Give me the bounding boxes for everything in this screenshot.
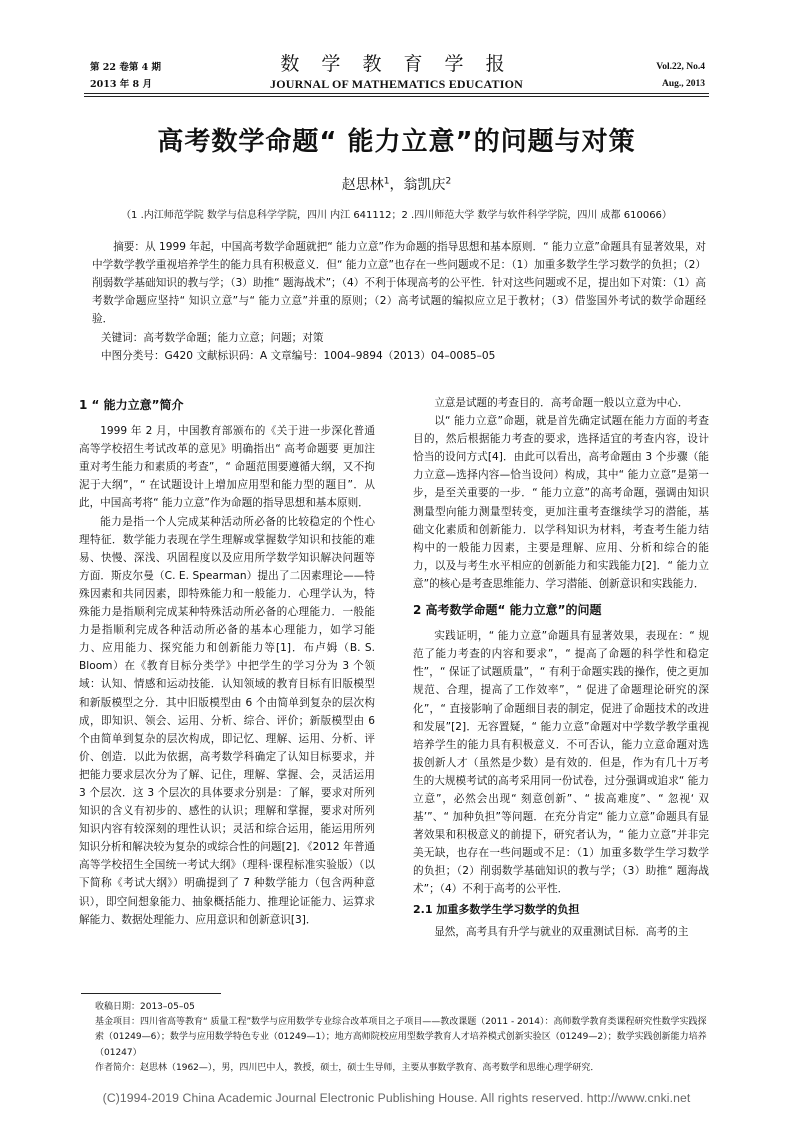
keywords: 关键词：高考数学命题；能力立意；问题；对策 [101, 332, 324, 344]
author-list [0, 174, 793, 194]
abstract-block [92, 238, 706, 328]
author-affil-mark: 2 [445, 176, 452, 187]
affiliation: （1 .内江师范学院 数学与信息科学学院，四川 内江 641112；2 .四川师范大学 数学与软件科学学院，四川 成都 610066） [121, 210, 672, 221]
footnote-funding: 基金项目：四川省高等教育“ 质量工程”数学与应用数学专业综合改革项目之子项目——教改课题（2011 - 2014）：高师数学教育类课程研究性数学实践探索（01249—6）；数学与应用数学特色专业（01249—1）；地方高师院校应用型数学教育人才培养模式创新实验区（01249—2）；数学实践创新能力培养（01247） [95, 1017, 707, 1058]
header-volume-cn: 第 22 卷第 4 期 [90, 62, 162, 73]
abstract-text: 摘要：从 1999 年起，中国高考数学命题就把“ 能力立意”作为命题的指导思想和基本原则．“ 能力立意”命题具有显著效果，对中学数学教学重视培养学生的能力具有积极意义．但“ 能力立意”也存在一些问题或不足：（1）加重多数学生学习数学的负担；（2）削弱数学基础知识的教与学；（3）助推“ 题海战术”；（4）不利于体现高考的公平性．针对这些问题或不足，提出如下对策：（1）高考数学命题应坚持“ 知识立意”与“ 能力立意”并重的原则；（2）高考试题的编拟应立足于教材；（3）借鉴国外考试的数学命题经验． [92, 241, 706, 325]
author-separator: ， [389, 177, 404, 193]
header-rule-top [84, 93, 709, 94]
author-affil-mark: 1 [383, 176, 390, 187]
section-heading: 1 “ 能力立意”简介 [79, 398, 184, 412]
header-right [656, 59, 705, 93]
paragraph: 显然，高考具有升学与就业的双重测试目标．高考的主 [434, 925, 689, 938]
footnote-rule [81, 993, 221, 994]
article-title: 高考数学命题“ 能力立意”的问题与对策 [157, 127, 636, 157]
paragraph: 1999 年 2 月，中国教育部颁布的《关于进一步深化普通高等学校招生考试改革的意见》明确指出“ 高考命题要 更加注重对考生能力和素质的考查”，“ 命题范围要遵循大纲，又不拘泥于大纲”，“ 在试题设计上增加应用型和能力型的题目”．从此，中国高考将“ 能力立意”作为命题的指导思想和基本原则． [79, 425, 375, 510]
journal-name-cn: 数 学 教 育 学 报 [280, 53, 513, 75]
paragraph: 实践证明，“ 能力立意”命题具有显著效果，表现在：“ 规范了能力考查的内容和要求”，“ 提高了命题的科学性和稳定性”，“ 保证了试题质量”，“ 有利于命题实践的操作，使之更加规范、合理，提高了工作效率”，“ 促进了命题理论研究的深化”，“ 直接影响了命题细目表的制定，促进了命题技术的改进和发展”[2]．无容置疑，“ 能力立意”命题对中学数学教学重视培养学生的能力具有积极意义．不可否认，能力立意命题对选拔创新人才（虽然是少数）是有效的．但是，作为有几十万考生的大规模考试的高考采用同一份试卷，过分强调或追求“ 能力立意”，必然会出现“ 刻意创新”、“ 拔高难度”、“ 忽视‘ 双基’”、“ 加种负担”等问题．在充分肯定“ 能力立意”命题具有显著效果和积极意义的前提下，研究者认为，“ 能力立意”并非完美无缺，也存在一些问题或不足：（1）加重多数学生学习数学的负担；（2）削弱数学基础知识的教与学；（3）助推“ 题海战术”；（4）不利于高考的公平性． [413, 630, 709, 896]
classification-line: 中图分类号：G420 文献标识码：A 文章编号：1004–9894（2013）04–0085–05 [101, 350, 496, 362]
subsection-heading: 2.1 加重多数学生学习数学的负担 [413, 902, 580, 916]
header-rule-bottom [84, 96, 709, 97]
left-column [79, 394, 375, 929]
header-volume-en: Vol.22, No.4 [656, 62, 705, 72]
paragraph: 能力是指一个人完成某种活动所必备的比较稳定的个性心理特征．数学能力表现在学生理解或掌握数学知识和技能的难易、快慢、深浅、巩固程度以及应用所学数学知识解决问题等方面．斯皮尔曼（C. E. Spearman）提出了二因素理论——特殊因素和共同因素，即特殊能力和一般能力．心理学认为，特殊能力是指顺利完成某种特殊活动所必备的心理能力．一般能力是指顺利完成各种活动所必备的基本心理能力，如学习能力、应用能力、探究能力和创新能力等[1]．布卢姆（B. S. Bloom）在《教育目标分类学》中把学生的学习分为 3 个领域：认知、情感和运动技能．认知领域的教育目标有旧版模型和新版模型之分．其中旧版模型由 6 个由简单到复杂的层次构成，即知识、领会、运用、分析、综合、评价；新版模型由 6 个由简单到复杂的层次构成，即记忆、理解、运用、分析、评价、创造．以此为依据，高考数学科确定了认知目标要求，并把能力要求层次分为了解、记住，理解、掌握、会，灵活运用 3 个层次．这 3 个层次的具体要求分别是：了解，要求对所列知识的含义有初步的、感性的认识；理解和掌握，要求对所列知识内容有较深刻的理性认识；灵活和综合运用，能运用所列知识分析和解决较为复杂的或综合性的问题[2]．《2012 年普通高等学校招生全国统一考试大纲》（理科·课程标准实验版）（以下简称《考试大纲》）明确提到了 7 种数学能力（包含两种意识），即空间想象能力、抽象概括能力、推理论证能力、运算求解能力、数据处理能力、应用意识和创新意识[3]． [79, 515, 375, 926]
footnote-author-bio: 作者简介：赵思林（1962—），男，四川巴中人，教授，硕士，硕士生导师，主要从事数学教育、高考数学和思维心理学研究． [95, 1062, 600, 1073]
author-name: 翁凯庆 [403, 177, 446, 193]
paragraph: 以“ 能力立意”命题，就是首先确定试题在能力方面的考查目的，然后根据能力考查的要求，选择适宜的考查内容，设计恰当的设问方式[4]．由此可以看出，高考命题由 3 个步骤（能力立意—选择内容—恰当设问）构成，其中“ 能力立意”是第一步，是至关重要的一步．“ 能力立意”的高考命题，强调由知识测量型向能力测量型转变，更加注重考查继续学习的潜能，基础文化素质和创新能力．以学科知识为材料，考查考生能力结构中的一般能力因素，主要是理解、应用、分析和综合的能力，以及与考生水平相应的创新能力和实践能力[2]．“ 能力立意”的核心是考查思维能力、学习潜能、创新意识和实践能力． [413, 415, 709, 590]
header-date-en: Aug., 2013 [661, 79, 705, 89]
section-heading: 2 高考数学命题“ 能力立意”的问题 [413, 603, 602, 618]
author-name: 赵思林 [341, 177, 384, 193]
footnotes [95, 1000, 707, 1076]
paragraph: 立意是试题的考查目的．高考命题一般以立意为中心． [434, 397, 689, 409]
right-column [413, 394, 709, 941]
journal-name-en: JOURNAL OF MATHEMATICS EDUCATION [270, 77, 523, 91]
header-date-cn: 2013 年 8 月 [90, 79, 152, 90]
footnote-received: 收稿日期：2013–05–05 [95, 1002, 195, 1012]
copyright-watermark: (C)1994-2019 China Academic Journal Electronic Publishing House. All rights reserved. http://www.cnki.net [102, 1091, 691, 1105]
